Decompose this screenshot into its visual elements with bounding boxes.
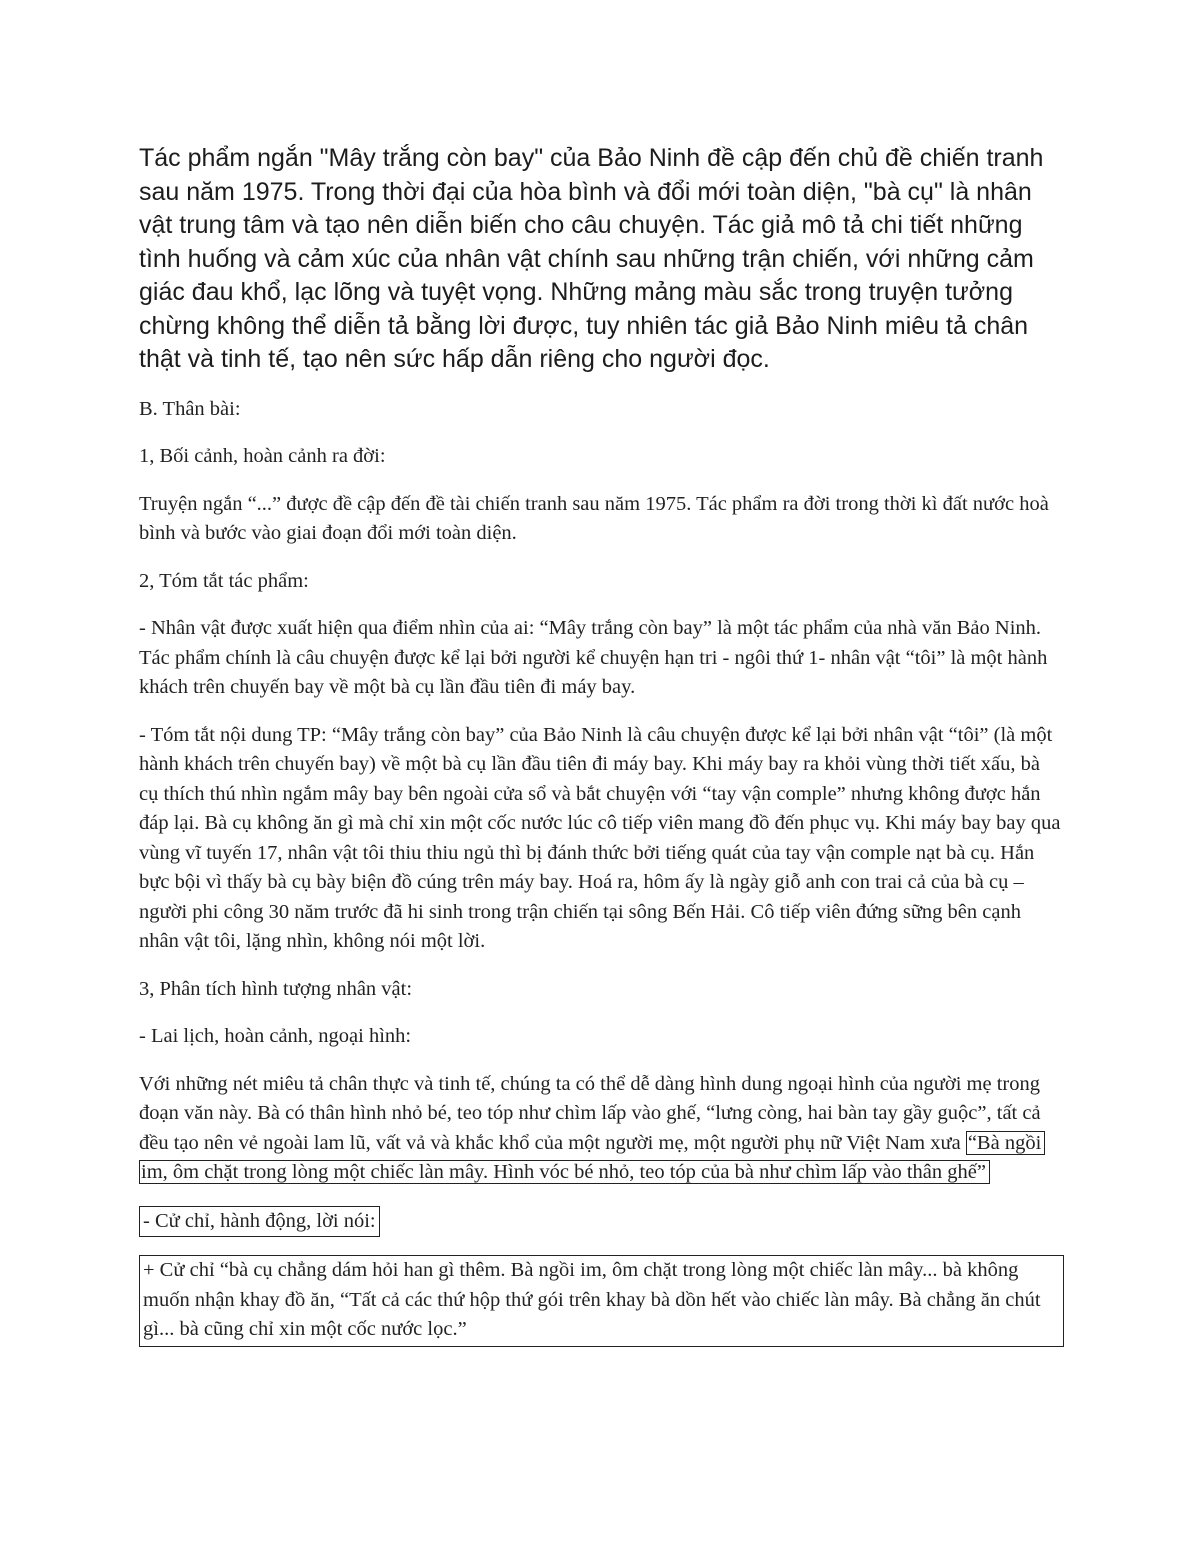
section-2-heading: 2, Tóm tắt tác phẩm: — [139, 569, 309, 592]
gestures-subheading-box: - Cử chỉ, hành động, lời nói: — [139, 1206, 380, 1238]
section-2-paragraph-1: - Nhân vật được xuất hiện qua điểm nhìn của ai: “Mây trắng còn bay” là một tác phẩm của nhà văn Bảo Ninh. Tác phẩm chính là câu chuyện được kể lại bởi người kể chuyện hạn tri - ngôi thứ 1- nhân vật “tôi” là một hành khách trên chuyến bay về một bà cụ lần đầu tiên đi máy bay. — [139, 617, 1048, 698]
section-1-body: Truyện ngắn “...” được đề cập đến đề tài chiến tranh sau năm 1975. Tác phẩm ra đời trong thời kì đất nước hoà bình và bước vào giai đoạn đổi mới toàn diện. — [139, 492, 1049, 544]
section-1-heading: 1, Bối cảnh, hoàn cảnh ra đời: — [139, 445, 386, 467]
section-3-appearance-paragraph — [139, 1070, 1064, 1188]
intro-paragraph: Tác phẩm ngắn "Mây trắng còn bay" của Bảo Ninh đề cập đến chủ đề chiến tranh sau năm 1975. Trong thời đại của hòa bình và đổi mới toàn diện, "bà cụ" là nhân vật trung tâm và tạo nên diễn biến cho câu chuyện. Tác giả mô tả chi tiết những tình huống và cảm xúc của nhân vật chính sau những trận chiến, với những cảm giác đau khổ, lạc lõng và tuyệt vọng. Những mảng màu sắc trong truyện tưởng chừng không thể diễn tả bằng lời được, tuy nhiên tác giả Bảo Ninh miêu tả chân thật và tinh tế, tạo nên sức hấp dẫn riêng cho người đọc. — [139, 144, 1044, 373]
section-2-paragraph-2: - Tóm tắt nội dung TP: “Mây trắng còn bay” của Bảo Ninh là câu chuyện được kể lại bởi nhân vật “tôi” (là một hành khách trên chuyến bay) về một bà cụ lần đầu tiên đi máy bay. Khi máy bay ra khỏi vùng thời tiết xấu, bà cụ thích thú nhìn ngắm mây bay bên ngoài cửa sổ và bắt chuyện với “tay vận comple” nhưng không được hắn đáp lại. Bà cụ không ăn gì mà chỉ xin một cốc nước lúc cô tiếp viên mang đồ đến phục vụ. Khi máy bay bay qua vùng vĩ tuyến 17, nhân vật tôi thiu thiu ngủ thì bị đánh thức bởi tiếng quát của tay vận comple nạt bà cụ. Hắn bực bội vì thấy bà cụ bày biện đồ cúng trên máy bay. Hoá ra, hôm ấy là ngày giỗ anh con trai cả của bà cụ – người phi công 30 năm trước đã hi sinh trong trận chiến tại sông Bến Hải. Cô tiếp viên đứng sững bên cạnh nhân vật tôi, lặng nhìn, không nói một lời. — [139, 723, 1061, 952]
section-3-subheading-gestures — [139, 1206, 1064, 1238]
section-3-heading: 3, Phân tích hình tượng nhân vật: — [139, 977, 413, 1000]
document-page — [139, 142, 1064, 1365]
appearance-text: Với những nét miêu tả chân thực và tinh tế, chúng ta có thể dễ dàng hình dung ngoại hình của người mẹ trong đoạn văn này. Bà có thân hình nhỏ bé, teo tóp như chìm lấp vào ghế, “lưng còng, hai bàn tay gầy guộc”, tất cả đều tạo nên vẻ ngoài lam lũ, vất vả và khắc khổ của một người mẹ, một người phụ nữ Việt Nam xưa — [139, 1072, 1041, 1154]
section-3-subheading-appearance: - Lai lịch, hoàn cảnh, ngoại hình: — [139, 1025, 412, 1047]
appearance-quote-box: “Bà ngồi im, ôm chặt trong lòng một chiếc làn mây. Hình vóc bé nhỏ, teo tóp của bà như chìm lấp vào thân ghế” — [139, 1131, 1045, 1185]
gestures-paragraph-box: + Cử chỉ “bà cụ chẳng dám hỏi han gì thêm. Bà ngồi im, ôm chặt trong lòng một chiếc làn mây... bà không muốn nhận khay đồ ăn, “Tất cả các thứ hộp thứ gói trên khay bà dồn hết vào chiếc làn mây. Bà chẳng ăn chút gì... bà cũng chỉ xin một cốc nước lọc.” — [139, 1255, 1064, 1347]
section-b-heading: B. Thân bài: — [139, 397, 241, 420]
